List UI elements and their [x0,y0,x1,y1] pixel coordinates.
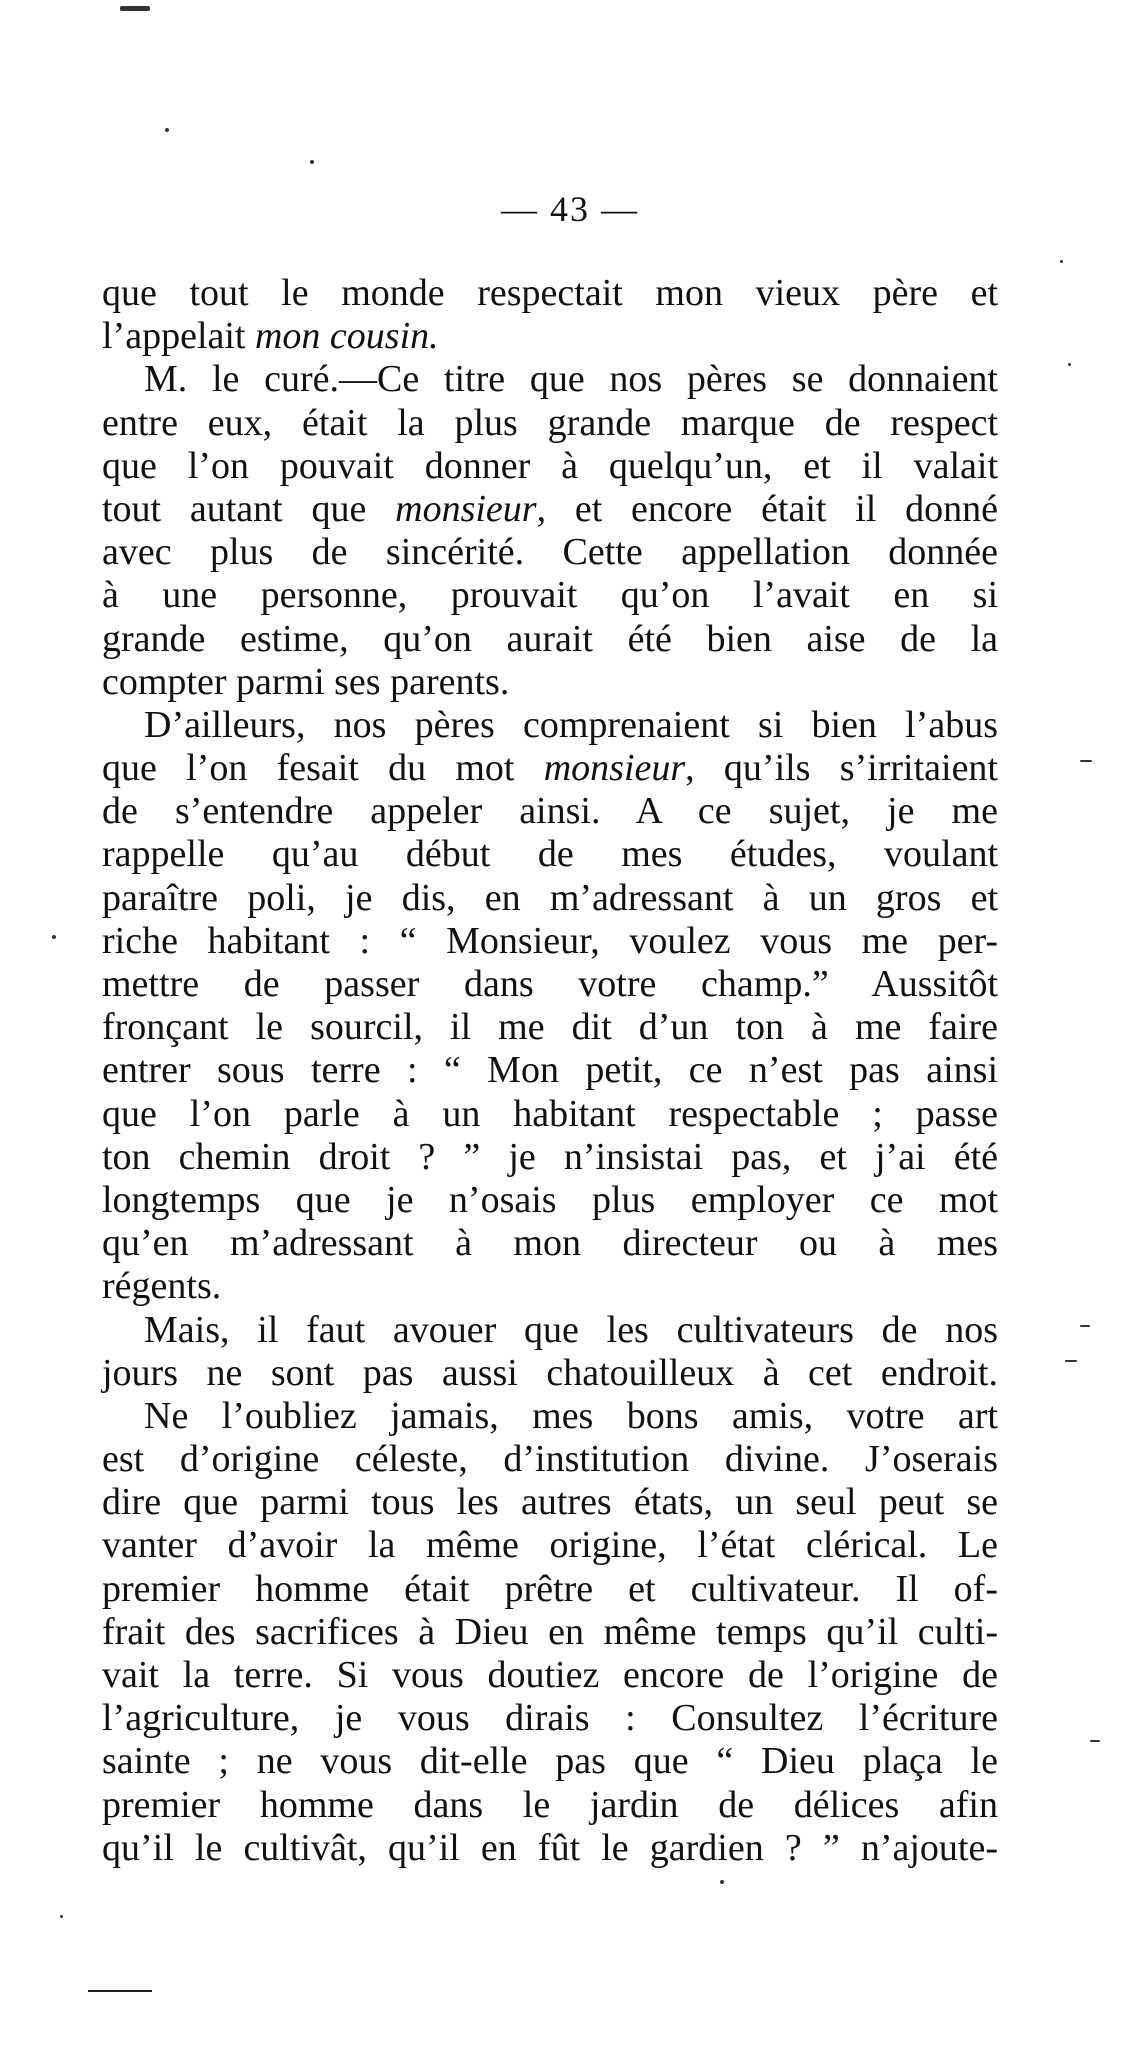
text-line [102,920,998,963]
text-line [102,877,998,920]
text-line [102,1740,998,1783]
text-line [102,1049,998,1092]
italic-text: monsieur [395,487,537,530]
text-line [102,574,998,617]
text-line [102,1352,998,1395]
text-run: vait la terre. Si vous doutiez encore de l’origine de [102,1654,998,1696]
text-line [102,661,998,704]
text-run: grande estime, qu’on aurait été bien aise de la [102,617,998,660]
text-run: M. le curé.—Ce titre que nos pères se donnaient [144,358,998,401]
text-run: l’agriculture, je vous dirais : Consultez l’écriture [102,1697,998,1740]
scan-speck [52,935,56,939]
text-run: mettre de passer dans votre champ.” Aussitôt [102,963,998,1005]
text-line [102,1568,998,1611]
scan-speck [165,128,169,132]
text-run: riche habitant : “ Monsieur, voulez vous me per- [102,919,998,962]
text-run: qu’il le cultivât, qu’il en fût le gardien ? ” n’ajoute- [102,1826,998,1869]
scan-speck [1065,1360,1077,1362]
text-line [102,1006,998,1049]
text-run: D’ailleurs, nos pères comprenaient si bien l’abus [144,703,998,746]
text-run: jours ne sont pas aussi chatouilleux à cet endroit. [102,1351,998,1394]
text-run: compter parmi ses parents. [102,660,510,703]
scan-speck [1080,760,1092,762]
text-run: frait des sacrifices à Dieu en même temps qu’il culti- [102,1610,998,1653]
text-line [102,963,998,1006]
text-line [102,1697,998,1740]
text-run: avec plus de sincérité. Cette appellation donnée [102,531,998,574]
text-line [102,1481,998,1524]
text-line [102,833,998,876]
text-line [102,1265,998,1308]
text-line [102,488,998,531]
text-run: paraître poli, je dis, en m’adressant à un gros et [102,876,998,919]
text-line [102,1222,998,1265]
scan-speck [720,1880,724,1884]
text-line [102,1395,998,1438]
text-run: l’appelait [102,315,255,358]
footer-rule [88,1990,152,1992]
text-run: que l’on fesait du mot [102,747,544,790]
text-line [102,747,998,790]
text-line [102,1524,998,1567]
text-run: fronçant le sourcil, il me dit d’un ton à me faire [102,1006,998,1049]
body-text [102,272,998,1870]
text-run: Ne l’oubliez jamais, mes bons amis, votre art [144,1394,998,1437]
text-run: premier homme dans le jardin de délices afin [102,1783,998,1826]
text-line [102,531,998,574]
text-line [102,618,998,661]
text-line [102,1654,998,1697]
text-run: que l’on parle à un habitant respectable ; passe [102,1092,998,1135]
text-run: , qu’ils s’irritaient [685,747,998,790]
scan-speck [310,160,314,164]
text-line [102,402,998,445]
text-line [102,1827,998,1870]
text-run: régents. [102,1265,222,1308]
italic-text: monsieur [543,747,686,790]
text-run: rappelle qu’au début de mes études, voulant [102,833,998,876]
scan-speck [120,6,150,11]
text-line [102,315,998,358]
text-line [102,704,998,747]
text-run: que tout le monde respectait mon vieux père et [102,272,998,314]
text-run: sainte ; ne vous dit-elle pas que “ Dieu plaça le [102,1740,998,1783]
text-run: de s’entendre appeler ainsi. A ce sujet, je me [102,790,998,833]
text-line [102,1179,998,1222]
text-line [102,1438,998,1481]
italic-text: mon cousin. [254,315,439,358]
text-run: est d’origine céleste, d’institution divine. J’oserais [102,1438,998,1481]
text-run: qu’en m’adressant à mon directeur ou à mes [102,1222,998,1265]
scan-speck [1068,363,1071,366]
text-line [102,1784,998,1827]
scan-speck [60,1915,63,1918]
text-line [102,1093,998,1136]
text-run: à une personne, prouvait qu’on l’avait en si [102,574,998,617]
text-run: que l’on pouvait donner à quelqu’un, et il valait [102,444,998,487]
text-line [102,1309,998,1352]
text-line [102,358,998,401]
scan-speck [1060,260,1063,263]
text-run: longtemps que je n’osais plus employer ce mot [102,1178,998,1221]
text-line [102,1611,998,1654]
text-run: Mais, il faut avouer que les cultivateurs de nos [144,1308,998,1351]
text-run: tout autant que [102,487,396,530]
text-run: ton chemin droit ? ” je n’insistai pas, et j’ai été [102,1135,998,1178]
text-line [102,790,998,833]
text-line [102,445,998,488]
text-run: premier homme était prêtre et cultivateur. Il of- [102,1567,998,1610]
scan-speck [1080,1325,1090,1327]
text-run: dire que parmi tous les autres états, un seul peut se [102,1481,998,1524]
text-line [102,272,998,315]
text-run: entrer sous terre : “ Mon petit, ce n’est pas ainsi [102,1049,998,1092]
text-run: entre eux, était la plus grande marque de respect [102,401,998,444]
text-run: , et encore était il donné [536,487,998,530]
text-run: vanter d’avoir la même origine, l’état clérical. Le [102,1524,998,1567]
scan-speck [1090,1740,1100,1742]
text-line [102,1136,998,1179]
page-number: — 43 — [501,189,639,229]
